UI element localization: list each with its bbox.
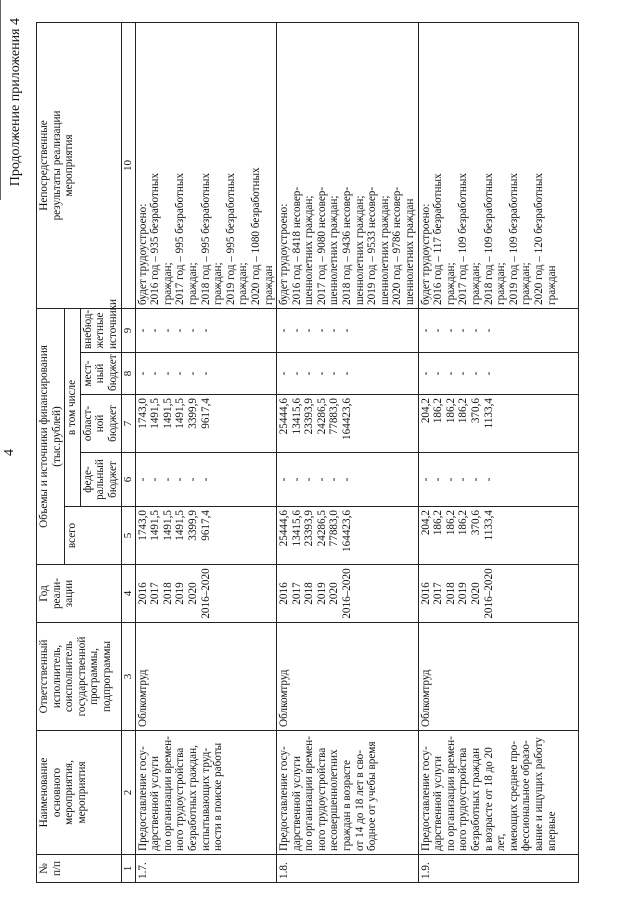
table-row (418, 22, 578, 882)
header-federal: феде- ральный бюджет (80, 453, 121, 507)
row-local: - - - - - - (135, 353, 277, 395)
row-offbudget: - - - - - - (277, 308, 419, 352)
row-local: - - - - - - (277, 353, 419, 395)
row-executor: Облкомтруд (135, 623, 277, 731)
row-no: 1.9. (418, 855, 578, 883)
row-name: Предоставление госу- дарственной услуги по организации времен- ного трудоустройства несовершеннолетних граждан в возрасте от 14 до 18 лет в сво- бодное от учебы время (277, 731, 419, 855)
row-years: 2016 2017 2018 2019 2020 2016–2020 (135, 565, 277, 623)
header-offbudget: внебюд- жетные источники (80, 308, 121, 352)
row-name: Предоставление госу- дарственной услуги по организации времен- ного трудоустройства безработных граждан, испытывающих труд- ности в поиске работы (135, 731, 277, 855)
col-num-9: 9 (121, 308, 135, 352)
header-including: в том числе (65, 308, 81, 506)
header-executor: Ответственный исполнитель, соисполнитель государственной программы, подпрограммы (37, 623, 122, 731)
row-local: - - - - - - (418, 353, 578, 395)
row-no: 1.8. (277, 855, 419, 883)
header-no: № п/п (37, 855, 122, 883)
row-offbudget: - - - - - - (135, 308, 277, 352)
row-no: 1.7. (135, 855, 277, 883)
header-total: всего (65, 507, 121, 565)
row-results: будет трудоустроено: 2016 год – 8418 несовер- шеннолетних граждан; 2017 год – 9080 несовер- шеннолетних граждан; 2018 год – 9436 несовер- шеннолетних граждан; 2019 год – 9533 несовер- шеннолетних граждан; 2020 год – 9786 несовер- шеннолетних граждан (277, 22, 419, 308)
col-num-1: 1 (121, 855, 135, 883)
page-number: 4 (2, 449, 17, 456)
header-regional: област- ной бюджет (80, 395, 121, 453)
row-total: 25444,6 13415,6 23393,9 24286,5 77883,0 164423,6 (277, 507, 419, 565)
col-num-10: 10 (121, 22, 135, 308)
col-num-2: 2 (121, 731, 135, 855)
col-num-6: 6 (121, 453, 135, 507)
row-regional: 1743,0 1491,5 1491,5 1491,5 3399,9 9617,4 (135, 395, 277, 453)
appendix-caption: Продолжение приложения 4 (8, 18, 23, 187)
header-results: Непосредственные результаты реализации мероприятия (37, 22, 122, 308)
row-federal: - - - - - - (418, 453, 578, 507)
row-regional: 204,2 186,2 186,2 186,2 370,6 1133,4 (418, 395, 578, 453)
header-name: Наименование основного мероприятия, мероприятия (37, 731, 122, 855)
row-results: будет трудоустроено: 2016 год – 117 безработных граждан; 2017 год – 109 безработных граждан; 2018 год – 109 безработных граждан; 2019 год – 109 безработных граждан; 2020 год – 120 безработных граждан (418, 22, 578, 308)
row-offbudget: - - - - - - (418, 308, 578, 352)
row-years: 2016 2017 2018 2019 2020 2016–2020 (418, 565, 578, 623)
col-num-5: 5 (121, 507, 135, 565)
row-years: 2016 2017 2018 2019 2020 2016–2020 (277, 565, 419, 623)
activities-table (36, 22, 579, 883)
col-num-3: 3 (121, 623, 135, 731)
col-num-8: 8 (121, 353, 135, 395)
row-total: 1743,0 1491,5 1491,5 1491,5 3399,9 9617,4 (135, 507, 277, 565)
col-num-4: 4 (121, 565, 135, 623)
row-executor: Облкомтруд (418, 623, 578, 731)
row-regional: 25444,6 13415,6 23393,9 24286,5 77883,0 164423,6 (277, 395, 419, 453)
header-local: мест- ный бюджет (80, 353, 121, 395)
table-row (277, 22, 419, 882)
table-row (135, 22, 277, 882)
header-funding: Объемы и источники финансирования (тыс.рублей) (37, 308, 65, 564)
row-results: будет трудоустроено: 2016 год – 935 безработных граждан; 2017 год – 995 безработных граждан; 2018 год – 995 безработных граждан; 2019 год – 995 безработных граждан; 2020 год – 1080 безработных граждан (135, 22, 277, 308)
row-federal: - - - - - - (135, 453, 277, 507)
row-federal: - - - - - - (277, 453, 419, 507)
row-executor: Облкомтруд (277, 623, 419, 731)
col-num-7: 7 (121, 395, 135, 453)
row-total: 204,2 186,2 186,2 186,2 370,6 1133,4 (418, 507, 578, 565)
row-name: Предоставление госу- дарственной услуги по организации времен- ного трудоустройства безработных граждан в возрасте от 18 до 20 лет, имеющих среднее про- фессиональное образо- вание и ищущих работу впервые (418, 731, 578, 855)
header-year: Год реали- зации (37, 565, 122, 623)
